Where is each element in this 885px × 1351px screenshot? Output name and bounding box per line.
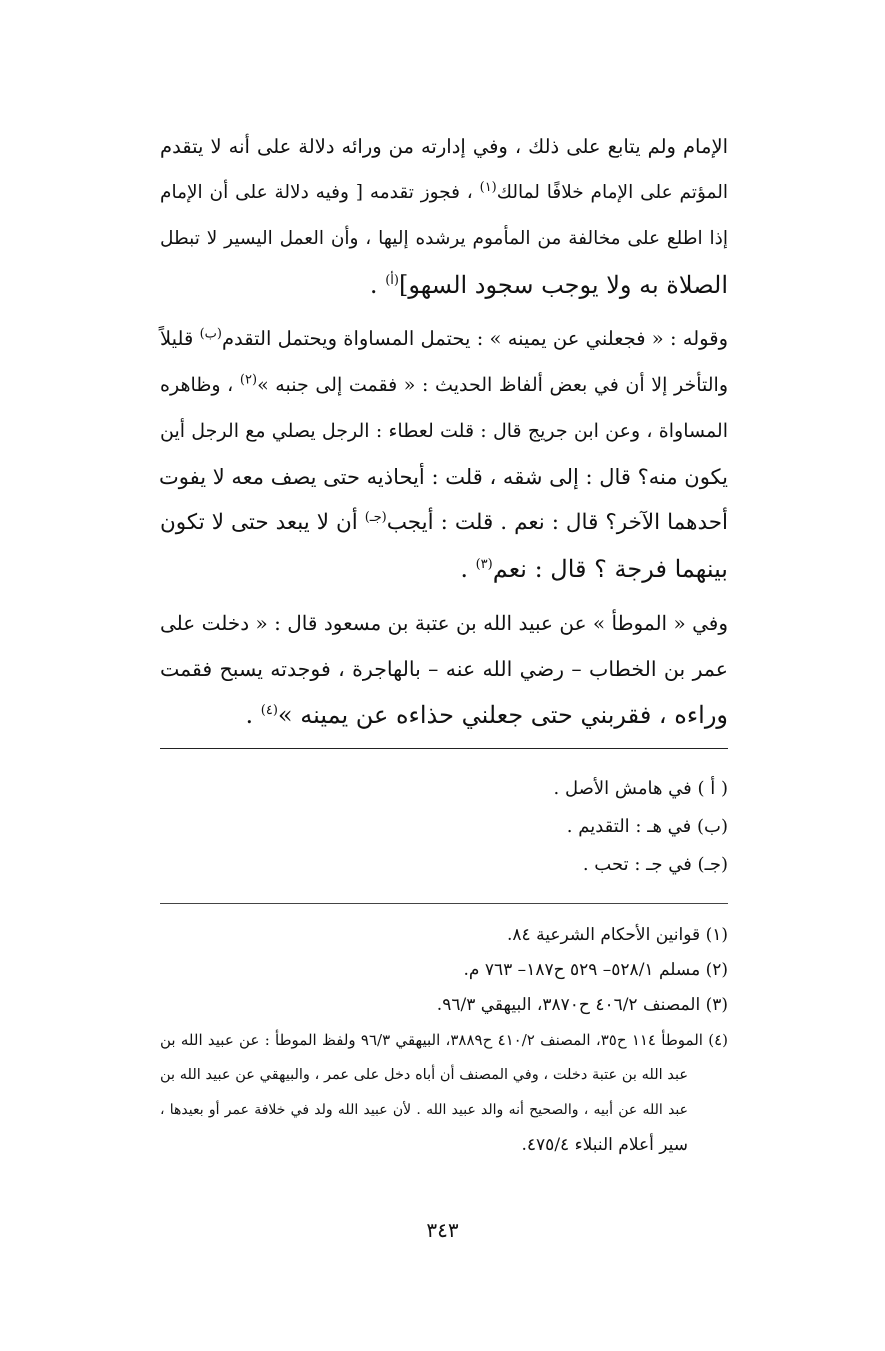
text-line [160, 600, 728, 646]
footnote-ref: (٣) [475, 557, 493, 572]
margin-note-ref: (أ) [385, 273, 399, 288]
text-line [160, 216, 728, 262]
text-segment: قليلاً [160, 327, 194, 350]
text-segment: الإمام ولم يتابع على ذلك ، وفي إدارته من ورائه دلالة على أنه لا يتقدم [160, 135, 728, 158]
footnotes [160, 918, 728, 1163]
text-segment: يكون منه؟ قال : إلى شقه ، قلت : أيحاذيه حتى يصف معه لا يفوت [158, 465, 728, 489]
margin-note-ref: (ب) [199, 326, 222, 342]
text-line [160, 692, 728, 738]
main-text [160, 124, 728, 738]
margin-note: ( أ ) في هامش الأصل . [553, 778, 728, 799]
text-line [160, 362, 728, 408]
footnote-ref: (٢) [239, 372, 258, 388]
margin-note: (جـ) في جـ : تحب . [582, 854, 728, 875]
text-line [160, 408, 728, 454]
text-segment: عمر بن الخطاب – رضي الله عنه – بالهاجرة ، فوجدته يسبح فقمت [160, 657, 728, 681]
text-line [160, 454, 728, 500]
text-segment: وقوله : « فجعلني عن يمينه » : يحتمل المساواة ويحتمل التقدم [221, 327, 728, 350]
text-segment: والتأخر إلا أن في بعض ألفاظ الحديث : « فقمت إلى جنبه » [257, 374, 729, 396]
text-segment: ، فجوز تقدمه [ وفيه دلالة على أن الإمام [160, 182, 473, 203]
footnote-ref: (١) [479, 179, 497, 195]
text-segment: وفي « الموطأ » عن عبيد الله بن عتبة بن مسعود قال : « دخلت على [160, 611, 728, 635]
text-line [160, 124, 728, 170]
footnote-continuation: عبد الله بن عتبة دخلت ، وفي المصنف أن أباه دخل على عمر ، والبيهقي عن عبيد الله بن [160, 1067, 688, 1083]
margin-note-ref: (جـ) [364, 509, 387, 525]
margin-note: (ب) في هـ : التقديم . [566, 816, 728, 837]
text-segment: أن لا يبعد حتى لا تكون [160, 510, 358, 535]
text-segment: . [369, 271, 378, 299]
footnote-ref: (٤) [260, 703, 278, 718]
footnote: (٣) المصنف ٤٠٦/٢ ح٣٨٧٠، البيهقي ٩٦/٣. [436, 995, 728, 1015]
footnote-separator [160, 748, 728, 749]
text-segment: . [460, 555, 468, 583]
text-segment: أحدهما الآخر؟ قال : نعم . قلت : أيجب [386, 510, 728, 535]
text-segment: وراءه ، فقربني حتى جعلني حذاءه عن يمينه » [277, 701, 728, 729]
page-number: ٣٤٣ [426, 1218, 459, 1242]
text-line [160, 500, 728, 546]
text-segment: المساواة ، وعن ابن جريج قال : قلت لعطاء : الرجل يصلي مع الرجل أين [160, 420, 728, 442]
text-segment: الصلاة به ولا يوجب سجود السهو] [398, 271, 728, 299]
footnote-divider [160, 903, 728, 904]
text-line [160, 646, 728, 692]
footnote: (٤) الموطأ ١١٤ ح٣٥، المصنف ٤١٠/٢ ح٣٨٨٩، البيهقي ٩٦/٣ ولفظ الموطأ : عن عبيد الله بن [160, 1031, 728, 1049]
text-line [160, 262, 728, 308]
text-segment: ، وظاهره [160, 374, 234, 396]
margin-notes [168, 770, 728, 884]
text-segment: إذا اطلع على مخالفة من المأموم يرشده إليها ، وأن العمل اليسير لا تبطل [160, 228, 728, 249]
footnote-continuation: عبد الله عن أبيه ، والصحيح أنه والد عبيد الله . لأن عبيد الله ولد في خلافة عمر أو بعيدها ، [160, 1102, 688, 1118]
text-segment: . [245, 701, 254, 729]
footnote-continuation: سير أعلام النبلاء ٤٧٥/٤. [521, 1135, 688, 1155]
text-segment: بينهما فرجة ؟ قال : نعم [492, 555, 728, 583]
footnote: (١) قوانين الأحكام الشرعية ٨٤. [507, 925, 728, 945]
text-line [160, 170, 728, 216]
text-line [160, 316, 728, 362]
footnote: (٢) مسلم ٥٢٨/١– ٥٢٩ ح١٨٧– ٧٦٣ م. [463, 960, 728, 980]
text-segment: المؤتم على الإمام خلافًا لمالك [496, 182, 728, 203]
text-line [160, 546, 728, 592]
